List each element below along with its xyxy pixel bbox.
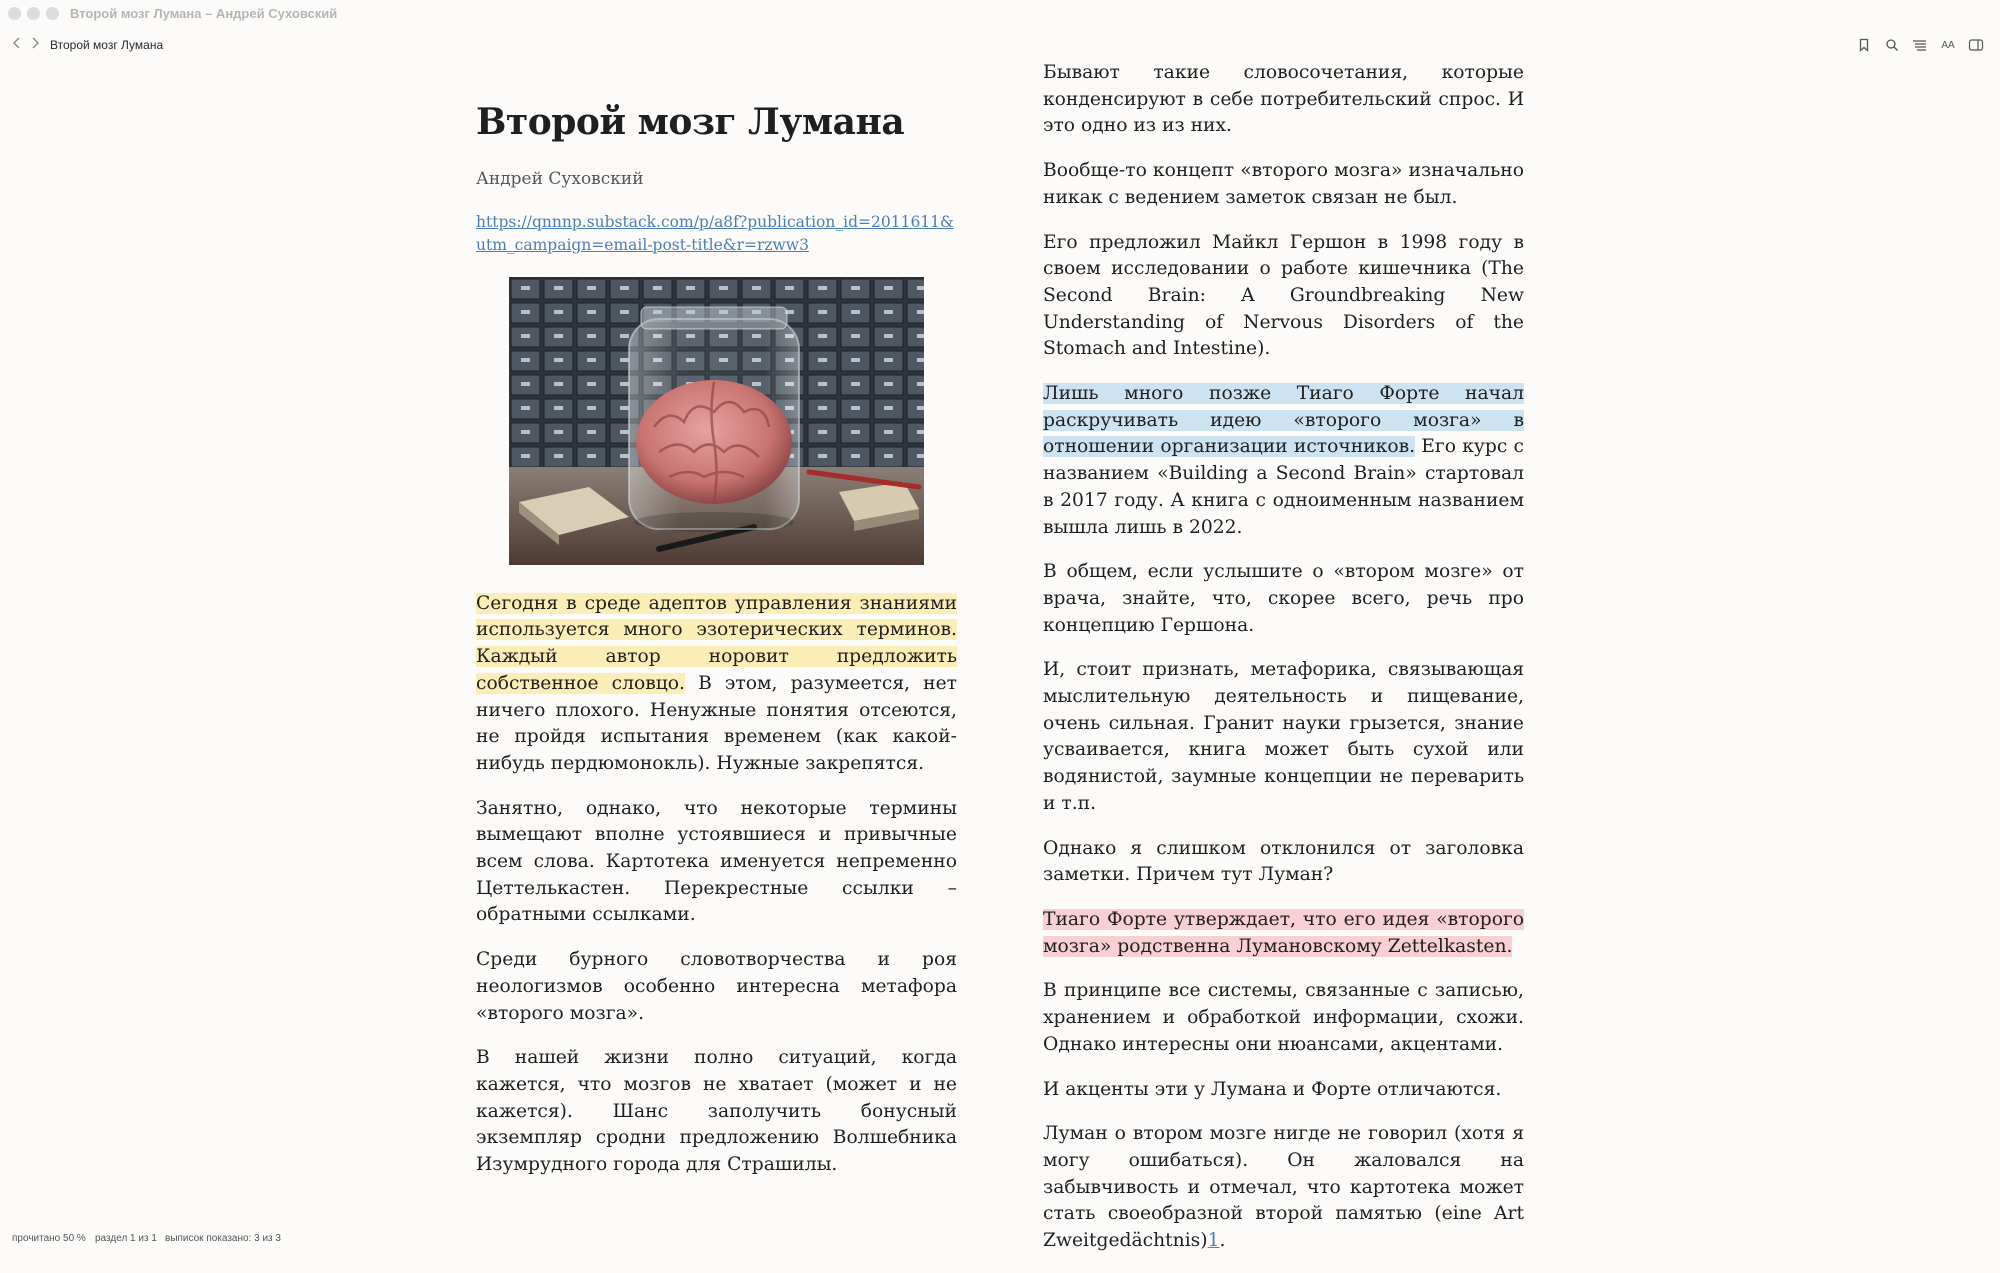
paragraph-4: В нашей жизни полно ситуаций, когда кажется, что мозгов не хватает (может и не кажется). Шанс заполучить бонусный экземпляр сродни предложению Волшебника Изумрудного города для Страшилы. [476,1047,957,1176]
sidebar-toggle-button[interactable] [1965,34,1987,56]
paragraph-8 [1043,381,1524,541]
paragraph-8-text: Его курс с названием «Building a Second Brain» стартовал в 2017 году. А книга с одноименным названием вышла лишь в 2022. [1043,436,1524,538]
back-button[interactable] [12,36,22,54]
highlights-count: выписок показано: 3 из 3 [165,1233,281,1244]
contents-icon [1912,38,1928,52]
highlight-blue[interactable]: Лишь много позже Тиаго Форте начал раскручивать идею «второго мозга» в отношении организации источников. [1043,383,1524,458]
chevron-right-icon [30,36,40,50]
paragraph-1-text: В этом, разумеется, нет ничего плохого. Ненужные понятия отсеются, не пройдя испытания временем (как какой-нибудь пердюмонокль). Нужные закрепятся. [476,672,957,774]
text-size-button[interactable] [1937,34,1959,56]
paragraph-9: В общем, если услышите о «втором мозге» от врача, знайте, что, скорее всего, речь про концепцию Гершона. [1043,561,1524,636]
paragraph-15-end: . [1219,1230,1226,1252]
paragraph-6: Вообще-то концепт «второго мозга» изначально никак с ведением заметок связан не был. [1043,160,1524,208]
bookmark-icon [1858,38,1870,52]
chevron-left-icon [12,36,22,50]
minimize-window-button[interactable] [27,7,40,20]
paragraph-14: И акценты эти у Лумана и Форте отличаются. [1043,1078,1502,1100]
paragraph-1 [476,591,957,778]
bookmark-button[interactable] [1853,34,1875,56]
brain-in-jar-illustration [509,277,924,565]
source-link[interactable]: https://qnnnp.substack.com/p/a8f?publication_id=2011611&utm_campaign=email-post-title&r=rzww3 [476,212,954,254]
window-title: Второй мозг Лумана – Андрей Суховский [70,6,338,21]
article-column-right [1043,60,1524,1273]
document-title: Второй мозг Лумана [50,38,164,52]
search-button[interactable] [1881,34,1903,56]
search-icon [1885,38,1899,52]
paragraph-13: В принципе все системы, связанные с записью, хранением и обработкой информации, схожи. Однако интересны они нюансами, акцентами. [1043,980,1524,1055]
forward-button[interactable] [30,36,40,54]
title-bar [0,0,2000,28]
highlight-yellow[interactable]: Сегодня в среде адептов управления знаниями используется много эзотерических терминов. Каждый автор норовит предложить собственное словцо. [476,592,957,694]
paragraph-7: Его предложил Майкл Гершон в 1998 году в своем исследовании о работе кишечника (The Second Brain: A Groundbreaking New Understanding of Nervous Disorders of the Stomach and Intestine). [1043,231,1524,360]
paragraph-5: Бывают такие словосочетания, которые конденсируют в себе потребительский спрос. И это одно из из них. [1043,62,1524,137]
paragraph-2: Занятно, однако, что некоторые термины вымещают вполне устоявшиеся и привычные всем слова. Картотека именуется непременно Цеттелькастен. Перекрестные ссылки – обратными ссылками. [476,797,957,926]
paragraph-10: И, стоит признать, метафорика, связывающая мыслительную деятельность и пищевание, очень сильная. Гранит науки грызется, знание усваивается, книга может быть сухой или водянистой, заумные концепции не переварить и т.п. [1043,659,1524,814]
contents-button[interactable] [1909,34,1931,56]
footnote-link[interactable]: 1 [1207,1230,1220,1252]
paragraph-12 [1043,907,1524,960]
zoom-window-button[interactable] [46,7,59,20]
highlight-pink[interactable]: Тиаго Форте утверждает, что его идея «второго мозга» родственна Лумановскому Zettelkasten. [1043,908,1524,957]
article-author: Андрей Суховский [476,169,644,189]
close-window-button[interactable] [8,7,21,20]
paragraph-15 [1043,1121,1524,1255]
toolbar [0,32,2000,58]
text-size-icon: AA [1941,39,1955,51]
section-indicator: раздел 1 из 1 [95,1233,157,1244]
read-progress: прочитано 50 % [12,1233,86,1244]
paragraph-15-text: Луман о втором мозге нигде не говорил (хотя я могу ошибаться). Он жаловался на забывчивость и отмечал, что картотека может стать своеобразной второй памятью (eine Art Zweitgedächtnis) [1043,1123,1524,1252]
paragraph-3: Среди бурного словотворчества и роя неологизмов особенно интересна метафора «второго мозга». [476,949,957,1024]
article-column-left [476,60,957,1197]
paragraph-11: Однако я слишком отклонился от заголовка заметки. Причем тут Луман? [1043,837,1524,886]
article-title: Второй мозг Лумана [476,101,905,143]
sidebar-icon [1968,38,1984,52]
